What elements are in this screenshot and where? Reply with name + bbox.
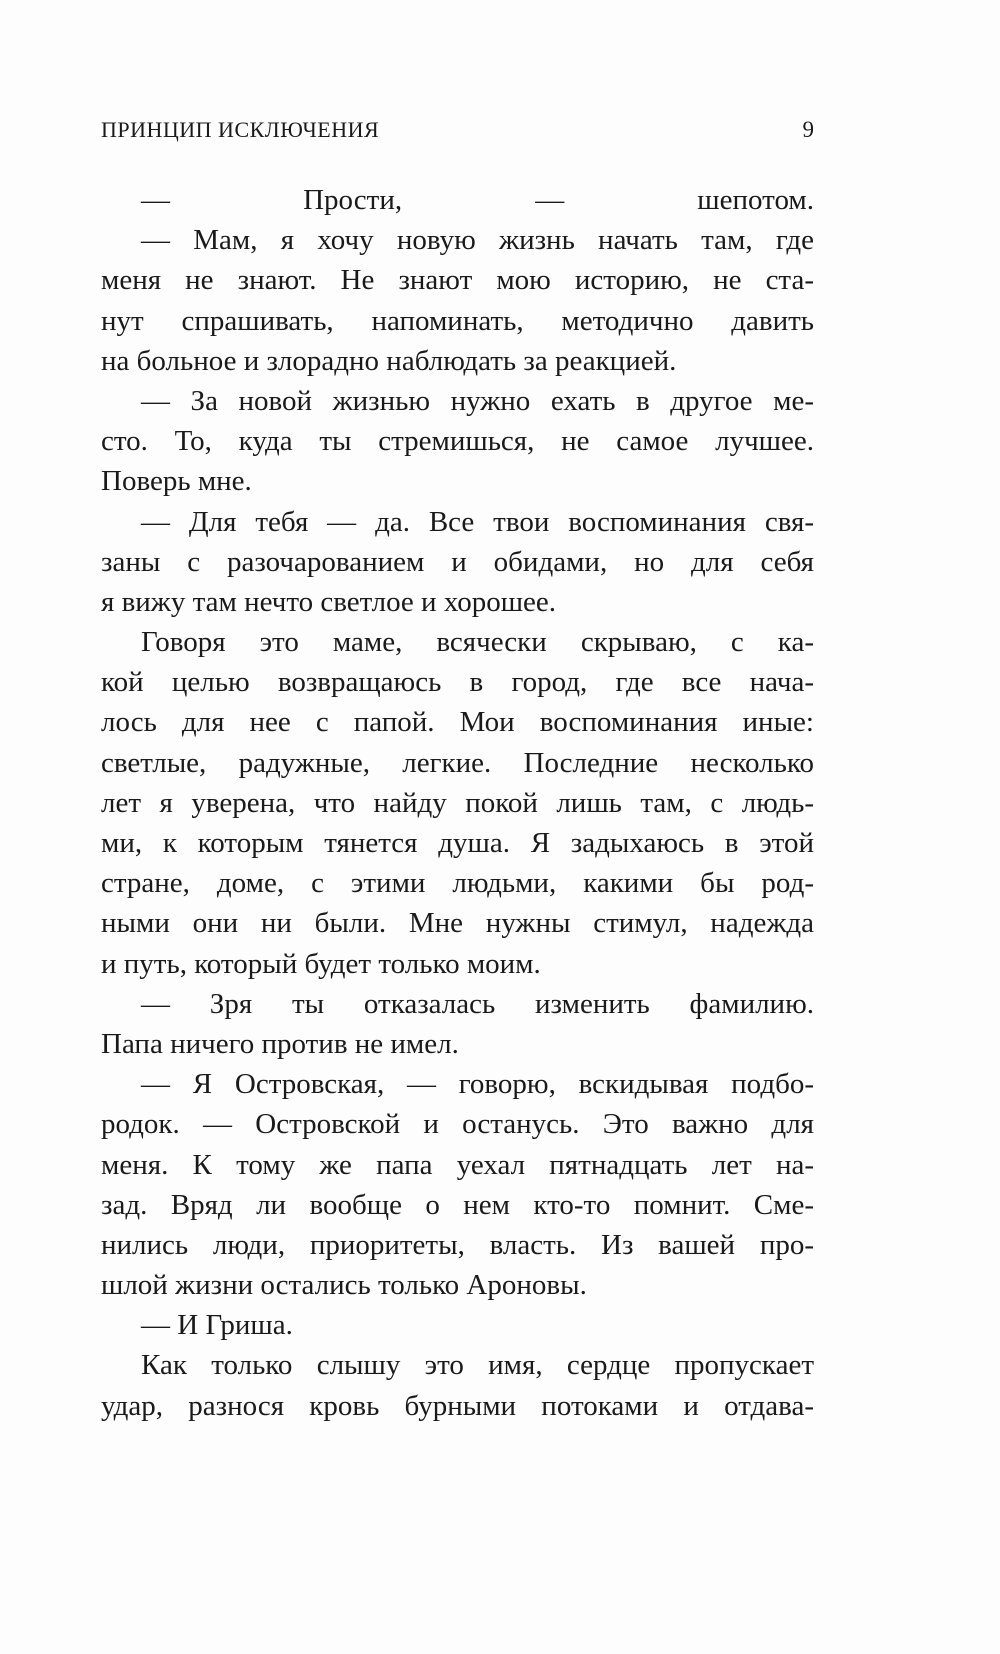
text-line: я вижу там нечто светлое и хорошее. <box>101 585 557 618</box>
text-line: шлой жизни остались только Ароновы. <box>101 1269 587 1302</box>
text-line: на больное и злорадно наблюдать за реакцией. <box>101 344 677 377</box>
text-line: — Зря ты отказалась изменить фамилию. <box>141 987 814 1020</box>
text-line: сто. То, куда ты стремишься, не самое лучшее. <box>101 425 814 458</box>
text-line: светлые, радужные, легкие. Последние несколько <box>101 746 814 779</box>
text-line: — За новой жизнью нужно ехать в другое ме- <box>141 384 814 417</box>
text-line: Поверь мне. <box>101 465 252 498</box>
text-line: ми, к которым тянется душа. Я задыхаюсь в этой <box>101 827 814 859</box>
text-line: лось для нее с папой. Мои воспоминания иные: <box>101 706 814 739</box>
book-title: ПРИНЦИП ИСКЛЮЧЕНИЯ <box>101 117 380 142</box>
text-line: Как только слышу это имя, сердце пропускает <box>141 1349 814 1382</box>
text-line: — И Гриша. <box>141 1309 293 1342</box>
text-line: ными они ни были. Мне нужны стимул, надежда <box>101 907 814 940</box>
text-line: меня не знают. Не знают мою историю, не ста- <box>101 264 814 297</box>
text-line: удар, разнося кровь бурными потоками и отдава- <box>101 1389 814 1422</box>
text-line: — Я Островская, — говорю, вскидывая подбо- <box>141 1068 814 1101</box>
text-line: нились люди, приоритеты, власть. Из вашей про- <box>101 1228 814 1261</box>
text-line: родок. — Островской и останусь. Это важно для <box>101 1108 814 1141</box>
text-line: нут спрашивать, напоминать, методично давить <box>101 304 814 337</box>
text-line: Говоря это маме, всячески скрываю, с ка- <box>141 626 814 659</box>
body-text <box>101 180 814 1426</box>
text-line: Папа ничего против не имел. <box>101 1027 459 1060</box>
text-line: стране, доме, с этими людьми, какими бы род- <box>101 867 814 900</box>
text-line: зад. Вряд ли вообще о нем кто-то помнит. Сме- <box>101 1188 814 1221</box>
text-line: — Прости, — шепотом. <box>141 184 814 216</box>
text-line: и путь, который будет только моим. <box>101 947 541 980</box>
page-number: 9 <box>802 117 814 142</box>
text-line: лет я уверена, что найду покой лишь там, с людь- <box>101 786 814 819</box>
text-line: заны с разочарованием и обидами, но для себя <box>101 545 814 578</box>
text-line: — Для тебя — да. Все твои воспоминания свя- <box>141 505 814 538</box>
text-line: кой целью возвращаюсь в город, где все нача- <box>101 666 814 699</box>
text-line: меня. К тому же папа уехал пятнадцать лет на- <box>101 1148 814 1181</box>
text-line: — Мам, я хочу новую жизнь начать там, где <box>141 224 814 257</box>
running-head <box>101 114 814 146</box>
